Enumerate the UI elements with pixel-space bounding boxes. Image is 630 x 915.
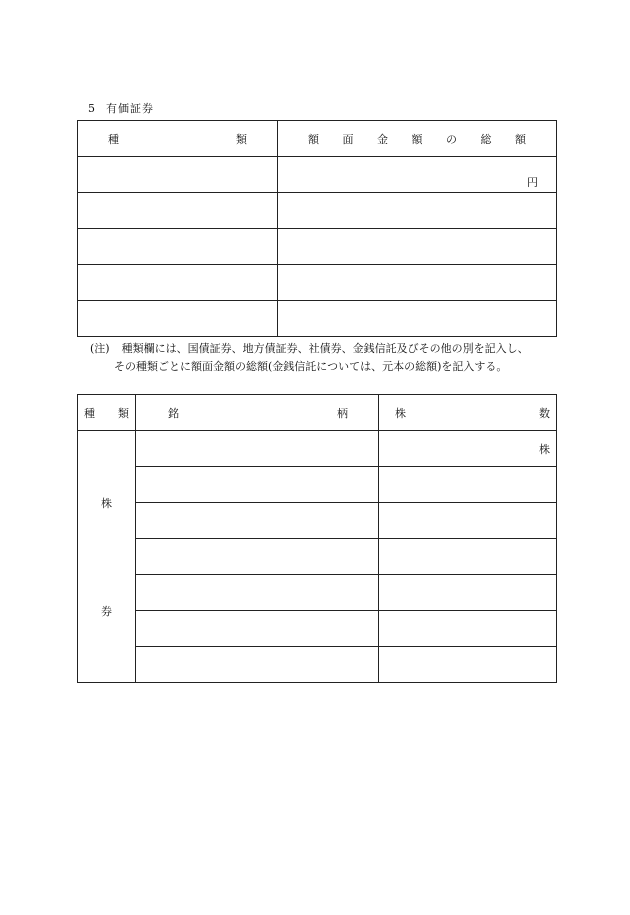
header-issue-name: 銘 柄: [136, 395, 379, 431]
header-face-value-total: 額 面 金 額 の 総 額: [278, 121, 557, 157]
table-row: [78, 647, 557, 683]
share-count-cell[interactable]: [379, 503, 557, 539]
securities-face-value-table: [77, 120, 557, 337]
table-row: [78, 157, 557, 193]
share-count-cell[interactable]: [379, 431, 557, 467]
table-header-row: [78, 395, 557, 431]
table-row: [78, 575, 557, 611]
share-count-cell[interactable]: [379, 467, 557, 503]
header-kind: 種 類: [78, 395, 136, 431]
section-number: 5: [88, 102, 96, 115]
issue-name-cell[interactable]: [136, 431, 379, 467]
table-row: [78, 265, 557, 301]
note: [90, 340, 529, 376]
section-title: [88, 100, 154, 116]
table-row: [78, 301, 557, 337]
amount-cell[interactable]: [278, 157, 557, 193]
issue-name-cell[interactable]: [136, 647, 379, 683]
amount-cell[interactable]: [278, 229, 557, 265]
share-count-cell[interactable]: [379, 575, 557, 611]
share-count-cell[interactable]: [379, 611, 557, 647]
kind-cell[interactable]: [78, 193, 278, 229]
kind-cell[interactable]: [78, 265, 278, 301]
amount-cell[interactable]: [278, 301, 557, 337]
unit-shares: 株: [539, 442, 550, 456]
issue-name-cell[interactable]: [136, 611, 379, 647]
table-row: [78, 467, 557, 503]
table-row: [78, 193, 557, 229]
header-kind: 種 類: [78, 121, 278, 157]
share-count-cell[interactable]: [379, 539, 557, 575]
unit-yen: 円: [527, 175, 538, 189]
kind-cell[interactable]: [78, 229, 278, 265]
amount-cell[interactable]: [278, 193, 557, 229]
note-label: (注): [90, 342, 110, 355]
issue-name-cell[interactable]: [136, 539, 379, 575]
table-row: [78, 229, 557, 265]
note-line-1: 種類欄には、国債証券、地方債証券、社債券、金銭信託及びその他の別を記入し、: [121, 342, 529, 355]
table-row: [78, 611, 557, 647]
kind-cell[interactable]: [78, 157, 278, 193]
header-share-count: 株 数: [379, 395, 557, 431]
kind-stock-cell: 株 券: [78, 431, 136, 683]
stock-table: [77, 394, 557, 683]
table-row: [78, 431, 557, 467]
issue-name-cell[interactable]: [136, 503, 379, 539]
table-row: [78, 539, 557, 575]
amount-cell[interactable]: [278, 265, 557, 301]
share-count-cell[interactable]: [379, 647, 557, 683]
table-row: [78, 503, 557, 539]
note-line-2: その種類ごとに額面金額の総額(金銭信託については、元本の総額)を記入する。: [114, 360, 508, 373]
issue-name-cell[interactable]: [136, 467, 379, 503]
kind-cell[interactable]: [78, 301, 278, 337]
section-label: 有価証券: [106, 102, 154, 115]
table-header-row: [78, 121, 557, 157]
issue-name-cell[interactable]: [136, 575, 379, 611]
